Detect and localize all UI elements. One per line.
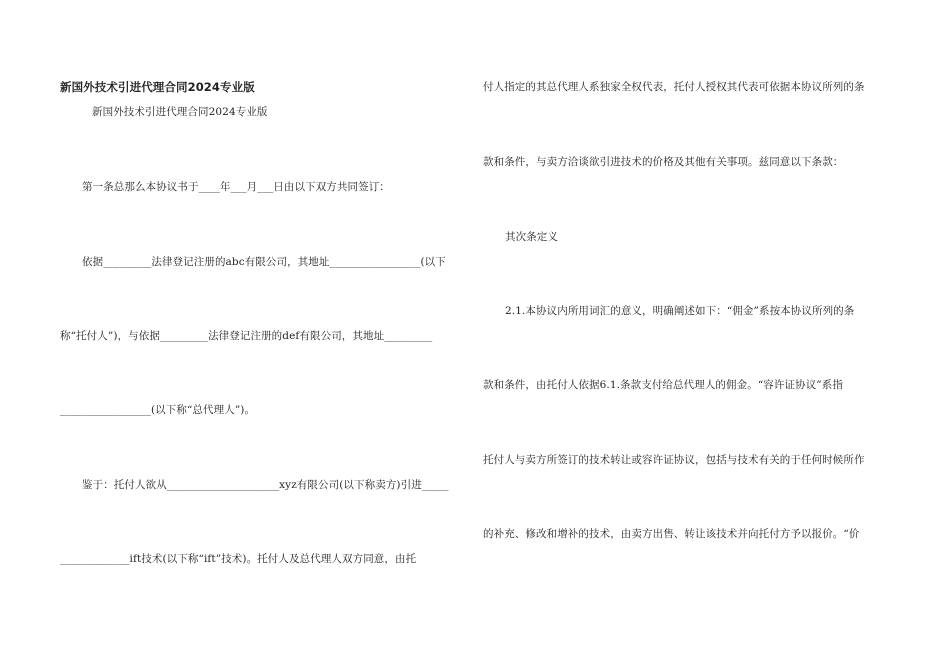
document-title: 新国外技术引进代理合同2024专业版	[60, 80, 255, 94]
paragraph-line: _________________(以下称“总代理人”)。	[60, 404, 256, 416]
paragraph-line: 款和条件，与卖方洽谈欲引进技术的价格及其他有关事项。兹同意以下条款：	[483, 156, 844, 168]
paragraph-line: _____________ift技术(以下称“ift”技术)。托付人及总代理人双方同意，由托	[60, 553, 417, 565]
section-heading: 其次条定义	[505, 231, 558, 243]
paragraph-line: 称“托付人”)，与依据_________法律登记注册的def有限公司，其地址_________	[60, 330, 433, 342]
paragraph-line: 2.1.本协议内所用词汇的意义，明确阐述如下：“佣金”系按本协议所列的条	[505, 305, 855, 317]
document-subtitle: 新国外技术引进代理合同2024专业版	[92, 106, 268, 118]
paragraph-line: 托付人与卖方所签订的技术转让或容许证协议，包括与技术有关的于任何时候所作	[483, 454, 865, 466]
paragraph-line: 依据_________法律登记注册的abc有限公司，其地址_________________(以下	[82, 256, 446, 268]
paragraph-line: 款和条件，由托付人依据6.1.条款支付给总代理人的佣金。“容许证协议”系指	[483, 379, 843, 391]
paragraph-line: 鉴于：托付人欲从_____________________xyz有限公司(以下称卖方)引进_____	[82, 479, 449, 491]
paragraph-line: 付人指定的其总代理人系独家全权代表，托付人授权其代表可依据本协议所列的条	[483, 81, 865, 93]
paragraph-line: 的补充、修改和增补的技术，由卖方出售、转让该技术并向托付方予以报价。“价	[483, 528, 860, 540]
paragraph-line: 第一条总那么本协议书于____年___月___日由以下双方共同签订：	[82, 181, 390, 193]
